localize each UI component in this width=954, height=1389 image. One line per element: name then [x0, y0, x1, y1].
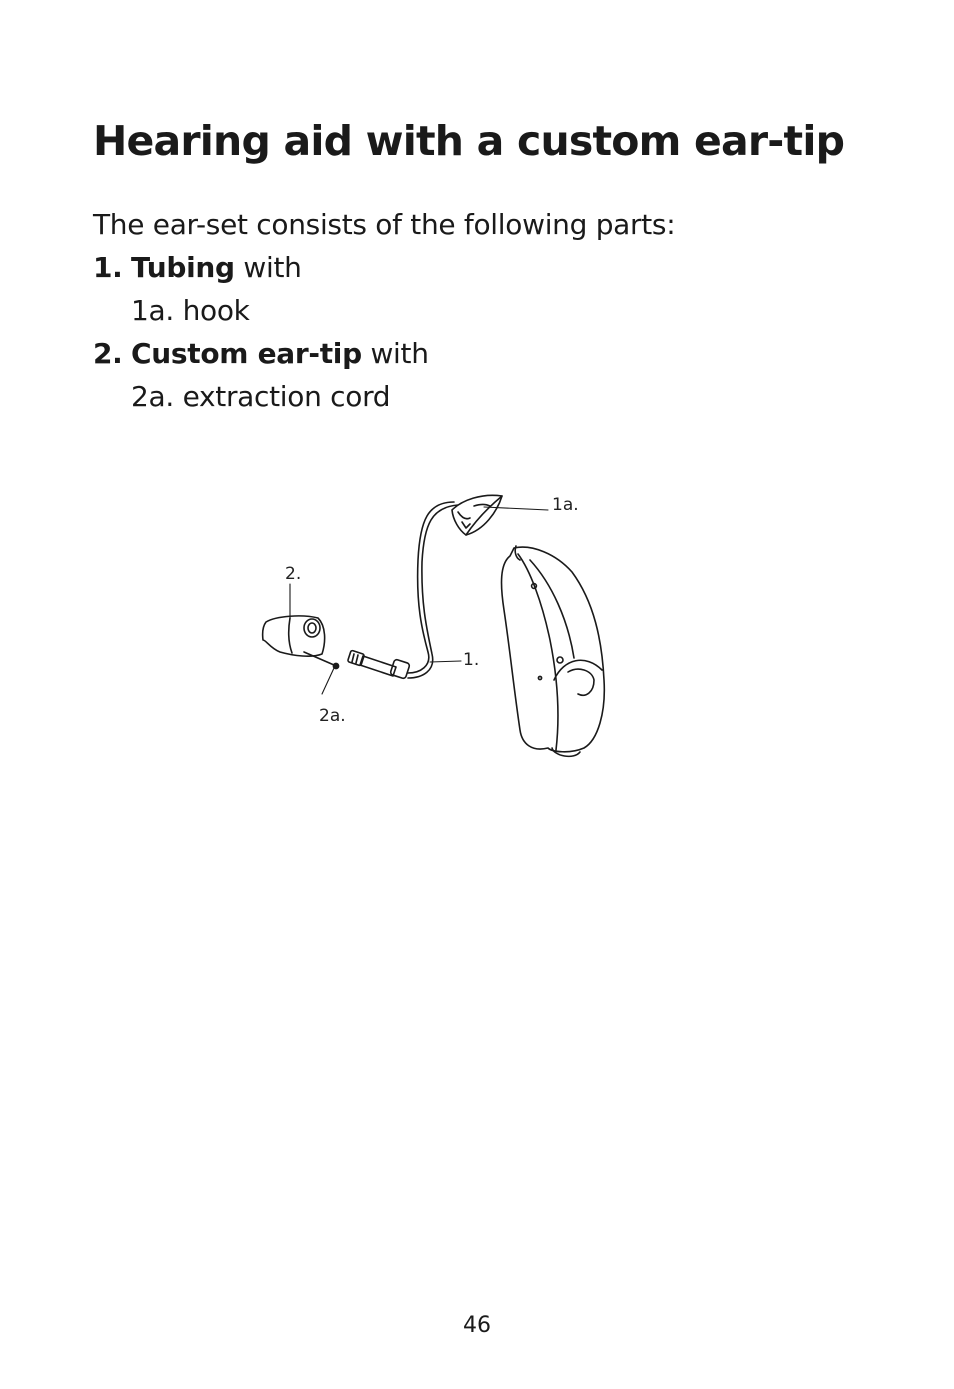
- part-term: Custom ear-tip: [131, 337, 362, 370]
- page-number: 46: [463, 1313, 491, 1338]
- part-number: 1.: [93, 251, 123, 284]
- callout-tubing: 1.: [463, 650, 480, 670]
- hook-icon: [452, 495, 502, 535]
- hearing-aid-drawing: [230, 480, 630, 770]
- part-suffix: with: [234, 251, 302, 284]
- tubing-icon: [347, 502, 458, 679]
- callout-extraction-cord: 2a.: [319, 706, 346, 726]
- intro-text: The ear-set consists of the following parts:: [93, 208, 676, 241]
- callout-ear-tip: 2.: [285, 564, 302, 584]
- part-subitem: 1a. hook: [131, 294, 250, 327]
- part-item-custom-ear-tip: [93, 332, 429, 418]
- hearing-aid-illustration: [230, 480, 630, 770]
- part-number: 2.: [93, 337, 123, 370]
- part-suffix: with: [361, 337, 429, 370]
- parts-list: [93, 246, 429, 418]
- callout-hook: 1a.: [552, 495, 579, 515]
- hearing-aid-body-icon: [502, 546, 605, 756]
- part-term: Tubing: [131, 251, 235, 284]
- part-item-tubing: [93, 246, 429, 332]
- page-title: Hearing aid with a custom ear-tip: [93, 117, 845, 165]
- ear-tip-icon: [263, 616, 325, 656]
- part-subitem: 2a. extraction cord: [131, 380, 391, 413]
